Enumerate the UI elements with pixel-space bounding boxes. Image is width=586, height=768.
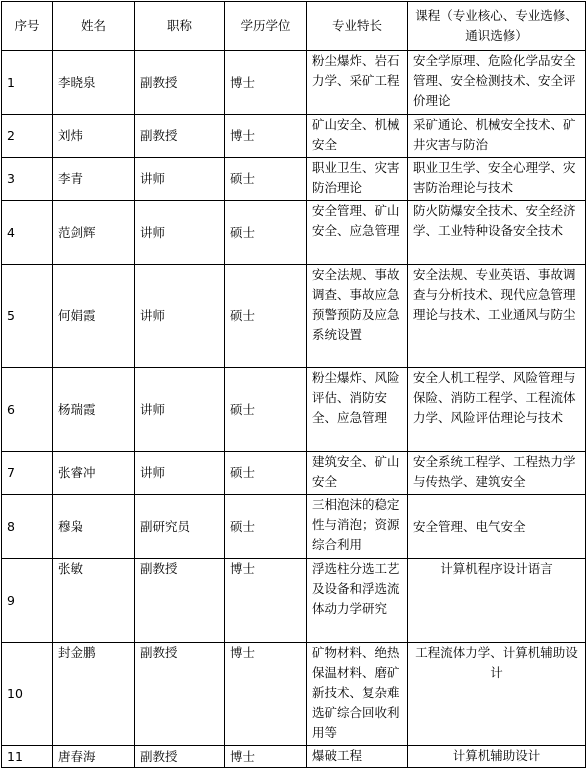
row-name: 唐春海 [53, 746, 135, 768]
row-courses: 安全系统工程学、工程热力学与传热学、建筑安全 [408, 452, 586, 495]
row-name: 封金鹏 [53, 643, 135, 746]
row-index: 11 [2, 746, 53, 768]
row-index: 10 [2, 643, 53, 746]
row-specialty: 粉尘爆炸、风险评估、消防安全、应急管理 [307, 368, 408, 452]
row-title: 副教授 [135, 51, 225, 115]
row-name: 张睿冲 [53, 452, 135, 495]
row-courses: 防火防爆安全技术、安全经济学、工业特种设备安全技术 [408, 201, 586, 265]
row-courses: 采矿通论、机械安全技术、矿井灾害与防治 [408, 115, 586, 158]
row-title: 副研究员 [135, 495, 225, 559]
row-specialty: 矿山安全、机械安全 [307, 115, 408, 158]
row-specialty: 粉尘爆炸、岩石力学、采矿工程 [307, 51, 408, 115]
row-index: 4 [2, 201, 53, 265]
row-index: 2 [2, 115, 53, 158]
row-title: 讲师 [135, 265, 225, 368]
row-title: 讲师 [135, 158, 225, 201]
row-specialty: 矿物材料、绝热保温材料、磨矿新技术、复杂难选矿综合回收利用等 [307, 643, 408, 746]
row-degree: 博士 [225, 115, 307, 158]
table-row [2, 643, 586, 746]
row-index: 9 [2, 559, 53, 643]
row-specialty: 安全管理、矿山安全、应急管理 [307, 201, 408, 265]
row-courses: 工程流体力学、计算机辅助设计 [408, 643, 586, 746]
row-specialty: 建筑安全、矿山安全 [307, 452, 408, 495]
row-specialty: 安全法规、事故调查、事故应急预警预防及应急系统设置 [307, 265, 408, 368]
row-specialty: 三相泡沫的稳定性与消泡；资源综合利用 [307, 495, 408, 559]
table-row [2, 368, 586, 452]
table-row [2, 495, 586, 559]
row-index: 1 [2, 51, 53, 115]
table-row [2, 158, 586, 201]
table-row [2, 746, 586, 768]
row-title: 副教授 [135, 559, 225, 643]
header-courses: 课程（专业核心、专业选修、通识选修） [408, 2, 586, 51]
header-specialty: 专业特长 [307, 2, 408, 51]
row-title: 副教授 [135, 746, 225, 768]
row-courses: 安全管理、电气安全 [408, 495, 586, 559]
row-degree: 博士 [225, 643, 307, 746]
table-row [2, 201, 586, 265]
row-courses: 计算机程序设计语言 [408, 559, 586, 643]
row-specialty: 职业卫生、灾害防治理论 [307, 158, 408, 201]
table-row [2, 559, 586, 643]
row-specialty: 爆破工程 [307, 746, 408, 768]
row-name: 李晓泉 [53, 51, 135, 115]
row-specialty: 浮选柱分选工艺及设备和浮选流体动力学研究 [307, 559, 408, 643]
table-row [2, 51, 586, 115]
table-row [2, 115, 586, 158]
row-degree: 硕士 [225, 265, 307, 368]
row-courses: 职业卫生学、安全心理学、灾害防治理论与技术 [408, 158, 586, 201]
row-degree: 博士 [225, 559, 307, 643]
header-title: 职称 [135, 2, 225, 51]
row-courses: 安全人机工程学、风险管理与保险、消防工程学、工程流体力学、风险评估理论与技术 [408, 368, 586, 452]
table-row [2, 265, 586, 368]
row-name: 刘炜 [53, 115, 135, 158]
row-index: 7 [2, 452, 53, 495]
row-title: 副教授 [135, 643, 225, 746]
row-degree: 硕士 [225, 495, 307, 559]
row-index: 5 [2, 265, 53, 368]
header-row [2, 2, 586, 51]
row-title: 讲师 [135, 368, 225, 452]
header-name: 姓名 [53, 2, 135, 51]
row-courses: 安全学原理、危险化学品安全管理、安全检测技术、安全评价理论 [408, 51, 586, 115]
header-index: 序号 [2, 2, 53, 51]
faculty-table [1, 1, 586, 768]
row-title: 讲师 [135, 201, 225, 265]
row-title: 副教授 [135, 115, 225, 158]
row-degree: 硕士 [225, 452, 307, 495]
row-degree: 博士 [225, 746, 307, 768]
row-name: 穆枭 [53, 495, 135, 559]
table-row [2, 452, 586, 495]
row-degree: 硕士 [225, 368, 307, 452]
row-index: 3 [2, 158, 53, 201]
row-name: 何娟霞 [53, 265, 135, 368]
row-name: 杨瑞霞 [53, 368, 135, 452]
row-courses: 计算机辅助设计 [408, 746, 586, 768]
row-name: 李青 [53, 158, 135, 201]
header-degree: 学历学位 [225, 2, 307, 51]
row-degree: 博士 [225, 51, 307, 115]
row-degree: 硕士 [225, 158, 307, 201]
row-title: 讲师 [135, 452, 225, 495]
row-courses: 安全法规、专业英语、事故调查与分析技术、现代应急管理理论与技术、工业通风与防尘 [408, 265, 586, 368]
row-name: 范剑辉 [53, 201, 135, 265]
row-name: 张敏 [53, 559, 135, 643]
row-index: 6 [2, 368, 53, 452]
row-index: 8 [2, 495, 53, 559]
row-degree: 硕士 [225, 201, 307, 265]
